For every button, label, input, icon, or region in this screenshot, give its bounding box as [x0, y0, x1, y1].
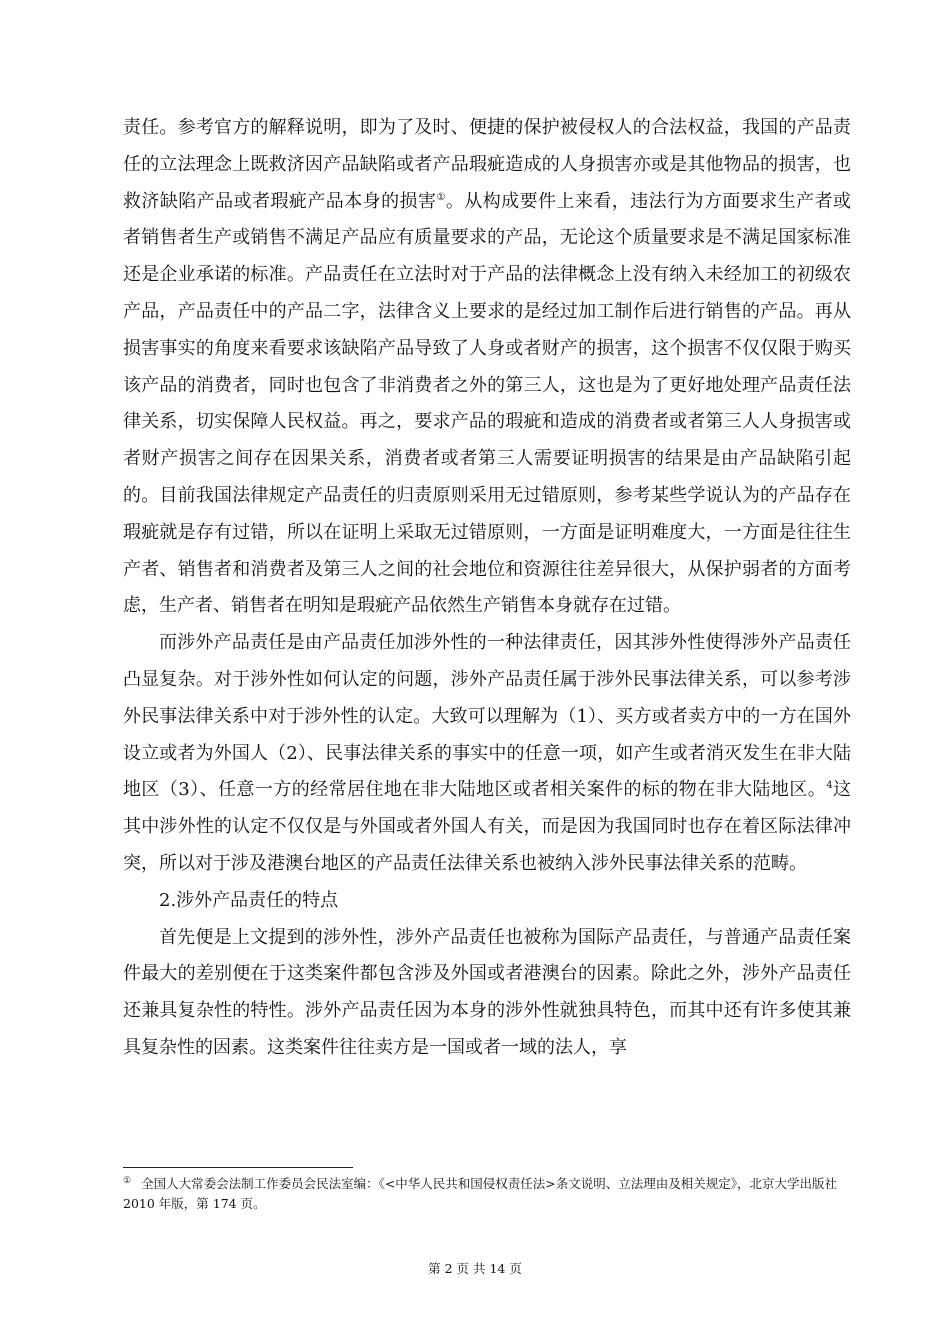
paragraph-2-part-a: 而涉外产品责任是由产品责任加涉外性的一种法律责任，因其涉外性使得涉外产品责任凸显复杂。对于涉外性如何认定的问题，涉外产品责任属于涉外民事法律关系，可以参考涉外民事法律关系中对于涉外性的认定。大致可以理解为（1）、买方或者卖方中的一方在国外设立或者为外国人（2）、民事法律关系的事实中的任意一项，如产生或者消灭发生在非大陆地区（3）、任意一方的经常居住地在非大陆地区或者相关案件的标的物在非大陆地区。	[123, 632, 851, 801]
paragraph-1	[123, 110, 851, 625]
paragraph-2-part-b: 这其中涉外性的认定不仅仅是与外国或者外国人有关，而是因为我国同时也存在着区际法律冲突，所以对于涉及港澳台地区的产品责任法律关系也被纳入涉外民事法律关系的范畴。	[123, 779, 852, 874]
body-text	[123, 110, 851, 1067]
page-number: 第 2 页 共 14 页	[428, 1261, 522, 1276]
endnote-reference-4[interactable]: 4	[826, 780, 833, 792]
footnote-text: 全国人大常委会法制工作委员会民法室编：《<中华人民共和国侵权责任法>条文说明、立法理由及相关规定》，北京大学出版社 2010 年版，第 174 页。	[123, 1176, 838, 1211]
footnote-reference-1[interactable]: ①	[436, 191, 446, 203]
paragraph-1-part-b: 。从构成要件上来看，违法行为方面要求生产者或者销售者生产或销售不满足产品应有质量要求的产品，无论这个质量要求是不满足国家标准还是企业承诺的标准。产品责任在立法时对于产品的法律概念上没有纳入未经加工的初级农产品，产品责任中的产品二字，法律含义上要求的是经过加工制作后进行销售的产品。再从损害事实的角度来看要求该缺陷产品导致了人身或者财产的损害，这个损害不仅仅限于购买该产品的消费者，同时也包含了非消费者之外的第三人，这也是为了更好地处理产品责任法律关系，切实保障人民权益。再之，要求产品的瑕疵和造成的消费者或者第三人人身损害或者财产损害之间存在因果关系，消费者或者第三人需要证明损害的结果是由产品缺陷引起的。目前我国法律规定产品责任的归责原则采用无过错原则，参考某些学说认为的产品存在瑕疵就是存有过错，所以在证明上采取无过错原则，一方面是证明难度大，一方面是往往生产者、销售者和消费者及第三人之间的社会地位和资源往往差异很大，从保护弱者的方面考虑，生产者、销售者在明知是瑕疵产品依然生产销售本身就存在过错。	[123, 190, 852, 617]
section-subheading: 2.涉外产品责任的特点	[159, 889, 339, 911]
footnote-mark: ①	[123, 1175, 132, 1186]
footnote	[123, 1174, 851, 1214]
paragraph-1-part-a: 责任。参考官方的解释说明，即为了及时、便捷的保护被侵权人的合法权益，我国的产品责任的立法理念上既救济因产品缺陷或者产品瑕疵造成的人身损害亦或是其他物品的损害，也救济缺陷产品或者瑕疵产品本身的损害	[123, 117, 851, 212]
paragraph-3: 首先便是上文提到的涉外性，涉外产品责任也被称为国际产品责任，与普通产品责任案件最大的差别便在于这类案件都包含涉及外国或者港澳台的因素。除此之外，涉外产品责任还兼具复杂性的特性。涉外产品责任因为本身的涉外性就独具特色，而其中还有许多使其兼具复杂性的因素。这类案件往往卖方是一国或者一域的法人，享	[123, 926, 851, 1058]
paragraph-2	[123, 625, 851, 883]
footnote-separator	[123, 1167, 353, 1168]
